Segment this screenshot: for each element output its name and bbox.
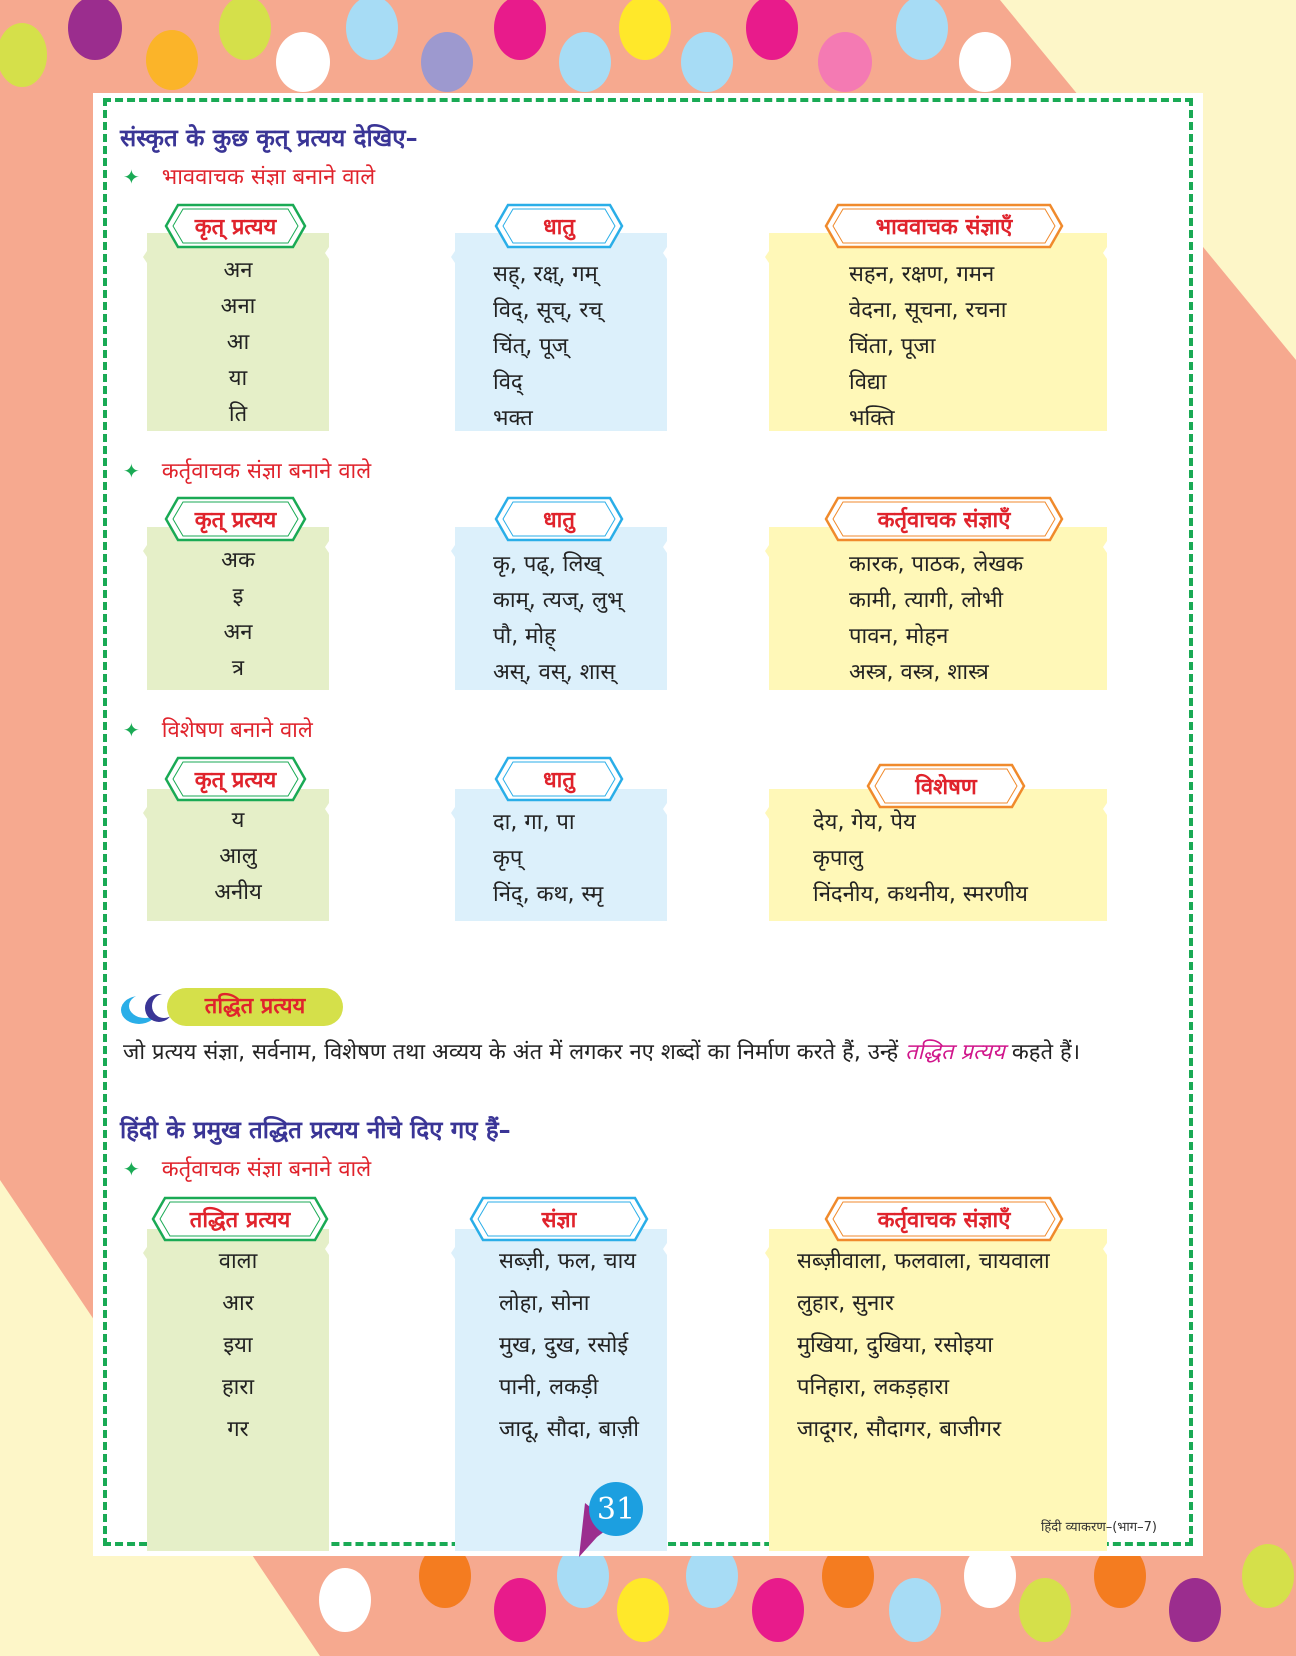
label-krit-pratyay: कृत् प्रत्यय — [164, 203, 307, 249]
list-result: सब्ज़ीवाला, फलवाला, चायवाला लुहार, सुनार मुखिया, दुखिया, रसोइया पनिहारा, लकड़हारा जादूगर, सौदागर, बाजीगर — [797, 1249, 1050, 1442]
page-number-badge — [589, 1482, 643, 1536]
label-dhatu: धातु — [494, 203, 624, 249]
section-title: ✦ कर्तृवाचक संज्ञा बनाने वाले — [123, 459, 372, 484]
panel-dhatu — [451, 789, 671, 921]
label-taddhit-pratyay: तद्धित प्रत्यय — [151, 1196, 329, 1242]
star-bullet-icon: ✦ — [123, 1157, 140, 1181]
page-number: 31 — [596, 1491, 636, 1527]
label-result: कर्तृवाचक संज्ञाएँ — [824, 496, 1064, 542]
label-dhatu: धातु — [494, 756, 624, 802]
panel-krit-pratyay — [143, 789, 333, 921]
list-result: कारक, पाठक, लेखक कामी, त्यागी, लोभी पावन, मोहन अस्त्र, वस्त्र, शास्त्र — [849, 552, 1024, 685]
list-suffix: अक इ अन त्र — [221, 548, 255, 681]
list-result: देय, गेय, पेय कृपालु निंदनीय, कथनीय, स्मरणीय — [813, 810, 1028, 907]
star-bullet-icon: ✦ — [123, 165, 140, 189]
panel-dhatu — [451, 527, 671, 690]
panel-result — [765, 233, 1111, 431]
heading-hindi-taddhit: हिंदी के प्रमुख तद्धित प्रत्यय नीचे दिए गए हैं– — [120, 1116, 511, 1144]
star-bullet-icon: ✦ — [123, 718, 140, 742]
section-title: ✦ कर्तृवाचक संज्ञा बनाने वाले — [123, 1157, 372, 1182]
content-page — [93, 93, 1203, 1556]
list-root: दा, गा, पा कृप् निंद्, कथ, स्मृ — [493, 810, 604, 907]
label-result: विशेषण — [866, 763, 1026, 809]
section-title: ✦ भाववाचक संज्ञा बनाने वाले — [123, 165, 376, 190]
list-noun: सब्ज़ी, फल, चाय लोहा, सोना मुख, दुख, रसोई पानी, लकड़ी जादू, सौदा, बाज़ी — [499, 1249, 639, 1442]
label-sangya: संज्ञा — [469, 1196, 649, 1242]
definition-paragraph: जो प्रत्यय संज्ञा, सर्वनाम, विशेषण तथा अव्यय के अंत में लगकर नए शब्दों का निर्माण करते हैं, उन्हें तद्धित प्रत्यय कहते हैं। — [123, 1040, 1081, 1065]
star-bullet-icon: ✦ — [123, 459, 140, 483]
label-dhatu: धातु — [494, 496, 624, 542]
panel-result — [765, 1229, 1111, 1551]
list-suffix: अन अना आ या ति — [220, 258, 256, 427]
panel-dhatu — [451, 233, 671, 431]
list-result: सहन, रक्षण, गमन वेदना, सूचना, रचना चिंता, पूजा विद्या भक्ति — [849, 262, 1007, 431]
label-krit-pratyay: कृत् प्रत्यय — [164, 756, 307, 802]
highlighted-term: तद्धित प्रत्यय — [905, 1040, 1005, 1065]
panel-result — [765, 527, 1111, 690]
section-title: ✦ विशेषण बनाने वाले — [123, 718, 313, 743]
list-root: सह्, रक्ष्, गम् विद्, सूच्, रच् चिंत्, पूज् विद् भक्त — [493, 262, 603, 431]
label-krit-pratyay: कृत् प्रत्यय — [164, 496, 307, 542]
panel-krit-pratyay — [143, 233, 333, 431]
panel-taddhit-pratyay — [143, 1229, 333, 1551]
heading-sanskrit-krit: संस्कृत के कुछ कृत् प्रत्यय देखिए– — [120, 124, 418, 152]
label-result: कर्तृवाचक संज्ञाएँ — [824, 1196, 1064, 1242]
section-pill-taddhit — [119, 986, 344, 1028]
list-suffix: वाला आर इया हारा गर — [218, 1249, 258, 1442]
list-root: कृ, पढ्, लिख् काम्, त्यज्, लुभ् पौ, मोह् अस्, वस्, शास् — [493, 552, 623, 685]
book-title-footer: हिंदी व्याकरण–(भाग–7) — [1041, 1520, 1157, 1535]
list-suffix: य आलु अनीय — [214, 808, 262, 905]
label-result: भाववाचक संज्ञाएँ — [824, 203, 1064, 249]
pill-label: तद्धित प्रत्यय — [204, 994, 306, 1019]
panel-krit-pratyay — [143, 527, 333, 690]
